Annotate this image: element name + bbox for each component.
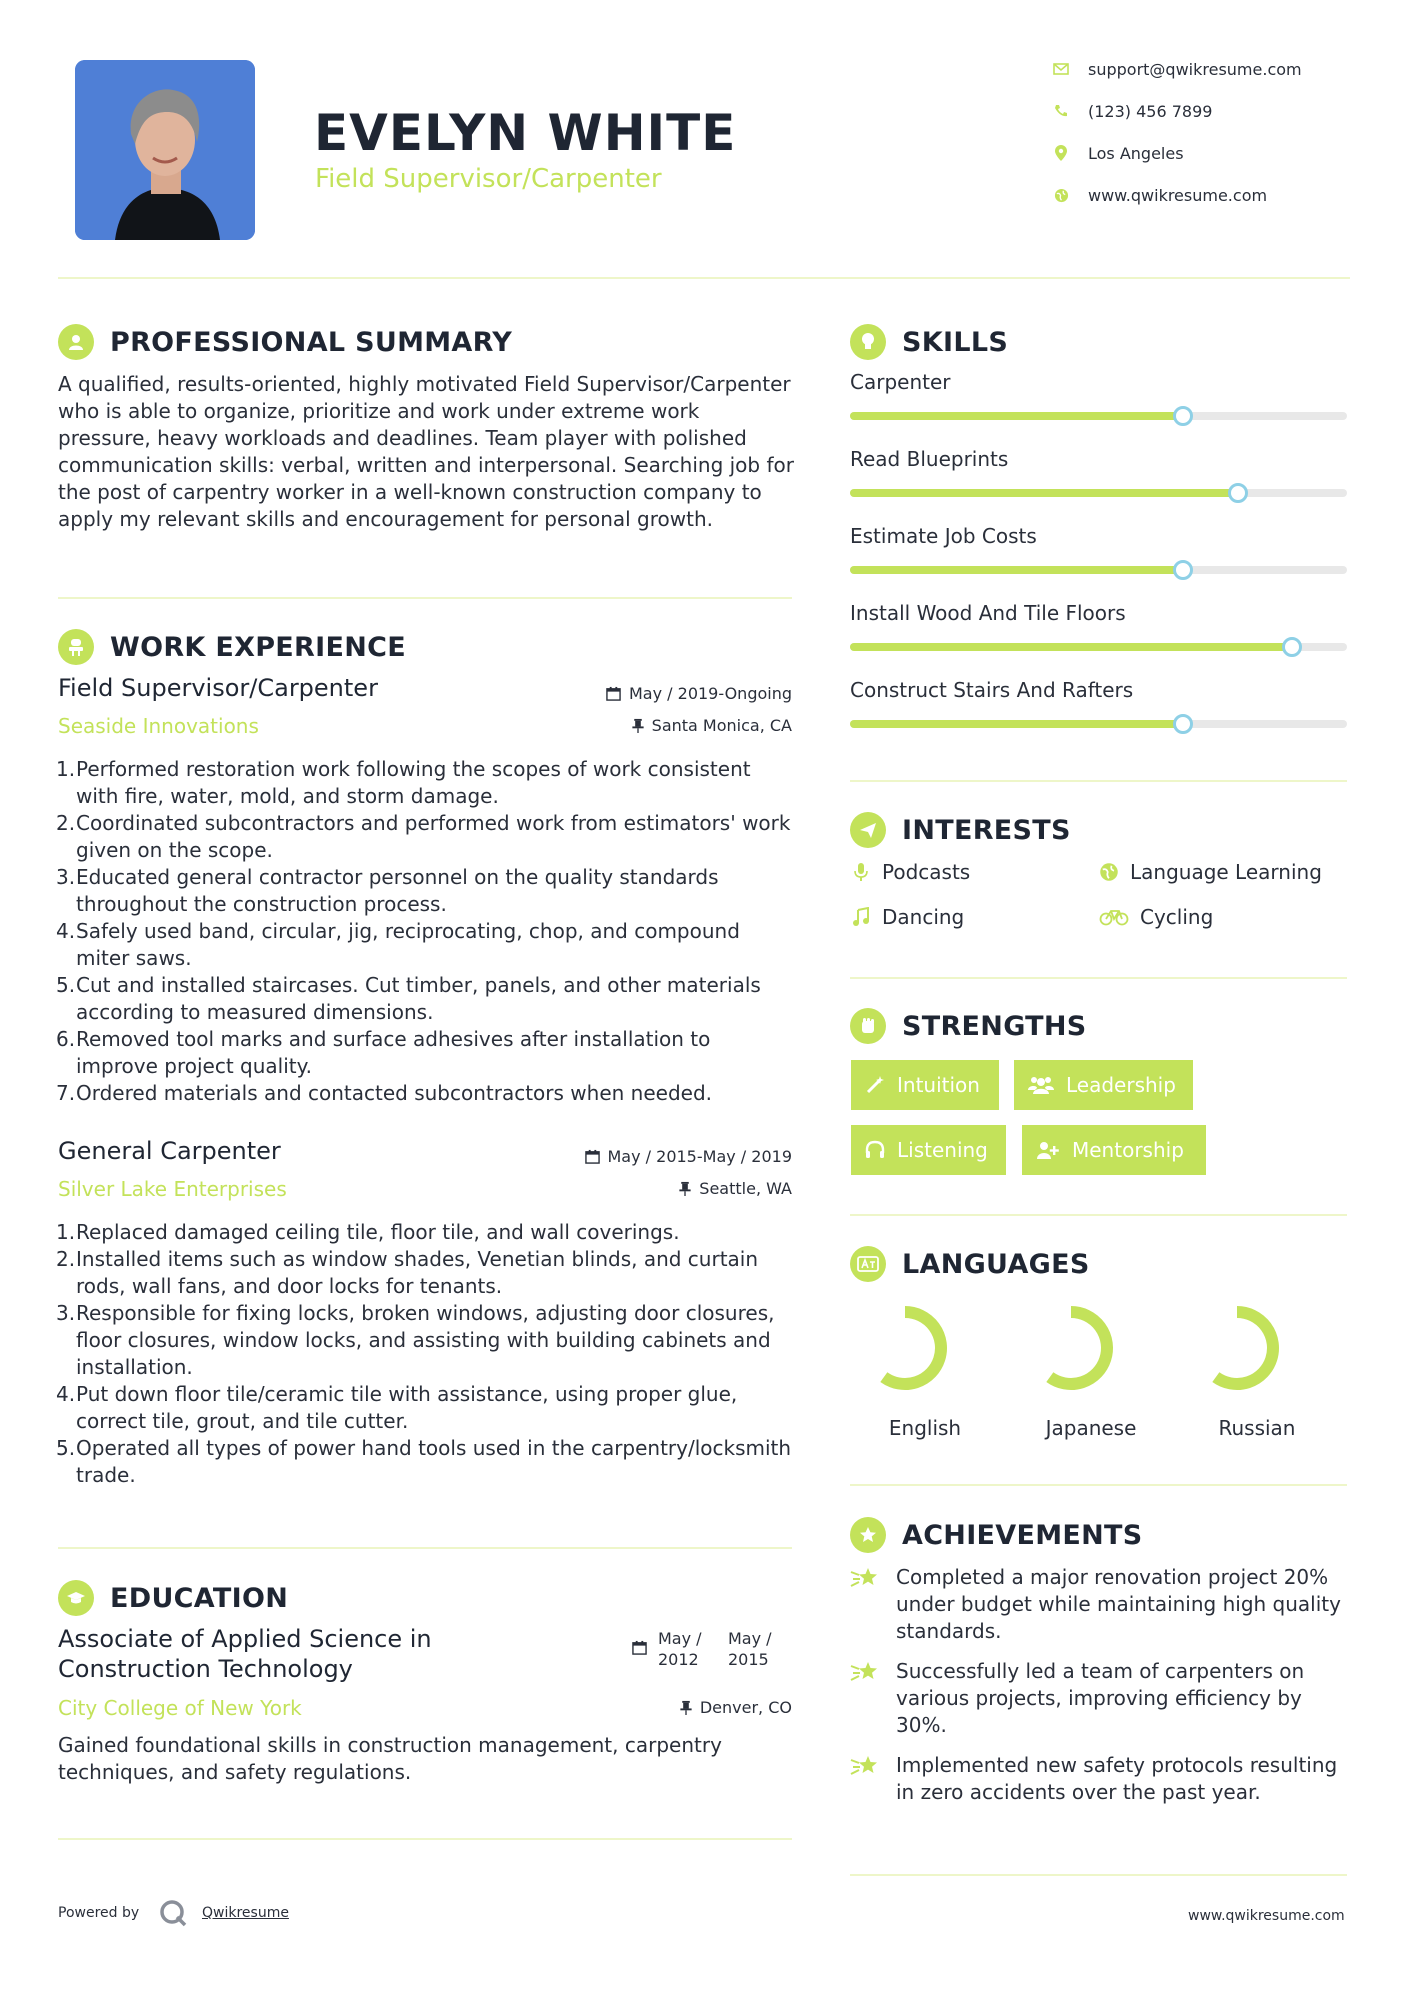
list-item: 4. Put down floor tile/ceramic tile with assistance, using proper glue, correct tile, grout, and tile cutter.: [56, 1382, 738, 1433]
strengths-divider: [850, 1214, 1347, 1216]
list-item: 3. Educated general contractor personnel on the quality standards throughout the construction process.: [56, 865, 719, 916]
skill-bar: [850, 720, 1347, 728]
strength-chip: Intuition: [851, 1060, 999, 1110]
lightbulb-icon: [850, 324, 886, 360]
contact-website-text: www.qwikresume.com: [1088, 185, 1268, 205]
education-title: EDUCATION: [110, 1582, 289, 1614]
skill-bar: [850, 489, 1347, 497]
interests-divider: [850, 977, 1347, 979]
skills-heading: [850, 322, 1008, 362]
skill-label: Construct Stairs And Rafters: [850, 678, 1134, 702]
pushpin-icon: [632, 718, 644, 733]
magic-wand-icon: [865, 1075, 885, 1095]
bicycle-icon: [1098, 908, 1130, 926]
contact-email[interactable]: [1050, 57, 1370, 81]
job-duties: [58, 756, 798, 1107]
summary-text: A qualified, results-oriented, highly motivated Field Supervisor/Carpenter who is able to organize, prioritize and work under extreme work pressure, heavy workloads and deadlines. Team player with polished communication skills: verbal, written and interpersonal. Searching job for the post of carpentry worker in a well-known construction company to apply my relevant skills and encouragement for personal growth.: [58, 372, 794, 531]
pushpin-icon: [680, 1700, 692, 1715]
languages-title: LANGUAGES: [902, 1248, 1090, 1280]
qwikresume-link[interactable]: Qwikresume: [202, 1905, 289, 1921]
skill-bar-knob: [1173, 560, 1193, 580]
skill-label: Estimate Job Costs: [850, 524, 1037, 548]
list-item: 7. Ordered materials and contacted subcontractors when needed.: [56, 1081, 712, 1105]
qwikresume-logo-icon: [158, 1898, 188, 1932]
interest-item: Podcasts: [850, 858, 970, 886]
job-date: [500, 1147, 792, 1166]
education-text: Gained foundational skills in construction management, carpentry techniques, and safety regulations.: [58, 1733, 722, 1784]
achievements-list: [850, 1564, 1347, 1806]
contact-location: [1050, 141, 1370, 165]
language-ring: [1182, 1300, 1332, 1400]
job-duties: [58, 1219, 798, 1489]
list-item: 1. Performed restoration work following the scopes of work consistent with fire, water, mold, and storm damage.: [56, 757, 751, 808]
language-ring: [1016, 1300, 1166, 1400]
strength-chip: Leadership: [1014, 1060, 1193, 1110]
contact-phone[interactable]: [1050, 99, 1370, 123]
headphones-icon: [865, 1140, 885, 1160]
edu-end-date: May / 2015: [728, 1629, 772, 1669]
skill-label: Read Blueprints: [850, 447, 1009, 471]
list-item: 6. Removed tool marks and surface adhesives after installation to improve project quality.: [56, 1027, 711, 1078]
job-company: Seaside Innovations: [58, 714, 259, 738]
achievements-divider: [850, 1874, 1347, 1876]
job-location: [500, 716, 792, 735]
strengths-title: STRENGTHS: [902, 1010, 1087, 1042]
candidate-role: Field Supervisor/Carpenter: [315, 164, 662, 194]
graduation-icon: [58, 1580, 94, 1616]
languages-divider: [850, 1484, 1347, 1486]
location-pin-icon: [1050, 142, 1072, 164]
star-badge-icon: [850, 1517, 886, 1553]
shooting-star-icon: [850, 1752, 884, 1806]
language-item: [850, 1300, 1000, 1440]
calendar-icon: [632, 1640, 647, 1659]
job-location-text: Seattle, WA: [699, 1179, 792, 1198]
edu-location: [500, 1698, 792, 1717]
envelope-icon: [1050, 58, 1072, 80]
music-note-icon: [850, 907, 872, 927]
skill-label: Install Wood And Tile Floors: [850, 601, 1126, 625]
user-plus-icon: [1036, 1140, 1060, 1160]
skill-bar-knob: [1228, 483, 1248, 503]
job-date-text: May / 2019-Ongoing: [629, 684, 792, 703]
skills-list: [850, 370, 1347, 728]
skill-bar-knob: [1282, 637, 1302, 657]
languages-list: [850, 1300, 1347, 1450]
job-date: [500, 684, 792, 703]
skill-bar-knob: [1173, 714, 1193, 734]
interests-title: INTERESTS: [902, 814, 1071, 846]
list-item: 5. Cut and installed staircases. Cut timber, panels, and other materials according to measured dimensions.: [56, 973, 761, 1024]
skill-bar-knob: [1173, 406, 1193, 426]
interest-item: Dancing: [850, 903, 964, 931]
interests-heading: [850, 810, 1071, 850]
language-label: English: [888, 1416, 962, 1440]
education-heading: [58, 1578, 288, 1618]
profile-photo: [75, 60, 255, 240]
strength-chip: Mentorship: [1022, 1125, 1206, 1175]
edu-location-text: Denver, CO: [699, 1698, 792, 1717]
contact-email-text: support@qwikresume.com: [1088, 59, 1302, 79]
languages-heading: [850, 1244, 1090, 1284]
microphone-icon: [850, 862, 872, 882]
summary-title: PROFESSIONAL SUMMARY: [110, 326, 513, 358]
degree-line-2: Construction Technology: [58, 1655, 353, 1683]
shooting-star-icon: [850, 1658, 884, 1739]
language-item: [1182, 1300, 1332, 1440]
edu-start-date: May / 2012: [658, 1629, 702, 1669]
contact-website[interactable]: [1050, 183, 1370, 207]
language-ring-arc: [884, 1312, 941, 1384]
language-ring-arc: [1216, 1312, 1273, 1384]
contact-location-text: Los Angeles: [1088, 143, 1184, 163]
achievements-heading: [850, 1515, 1143, 1555]
list-item: 1. Replaced damaged ceiling tile, floor tile, and wall coverings.: [56, 1220, 680, 1244]
job-title: General Carpenter: [58, 1137, 281, 1165]
paper-plane-icon: [850, 812, 886, 848]
globe-icon: [1050, 184, 1072, 206]
footer-website[interactable]: www.qwikresume.com: [1188, 1908, 1345, 1924]
header-divider: [58, 277, 1350, 279]
degree-line-1: Associate of Applied Science in: [58, 1625, 432, 1653]
language-label: Japanese: [1045, 1416, 1137, 1440]
job-company: Silver Lake Enterprises: [58, 1177, 287, 1201]
contact-phone-text: (123) 456 7899: [1088, 101, 1213, 121]
summary-heading: [58, 322, 512, 362]
language-ring-arc: [1050, 1312, 1107, 1384]
experience-heading: [58, 627, 406, 667]
calendar-icon: [606, 686, 621, 701]
powered-by-label: Powered by: [58, 1905, 140, 1921]
strengths-heading: [850, 1006, 1087, 1046]
phone-icon: [1050, 100, 1072, 122]
job-location-text: Santa Monica, CA: [651, 716, 792, 735]
list-item: 5. Operated all types of power hand tools used in the carpentry/locksmith trade.: [56, 1436, 792, 1487]
achievements-title: ACHIEVEMENTS: [902, 1519, 1143, 1551]
language-ring: [850, 1300, 1000, 1400]
avatar: [75, 60, 255, 240]
education-divider: [58, 1838, 792, 1840]
language-item: [1016, 1300, 1166, 1440]
summary-divider: [58, 597, 792, 599]
skills-divider: [850, 780, 1347, 782]
achievement-item: Successfully led a team of carpenters on various projects, improving efficiency by 30%.: [850, 1658, 1347, 1739]
achievement-item: Completed a major renovation project 20% under budget while maintaining high quality standards.: [850, 1564, 1347, 1645]
job-location: [500, 1179, 792, 1198]
user-icon: [58, 324, 94, 360]
list-item: 3. Responsible for fixing locks, broken windows, adjusting door closures, floor closures, window locks, and assisting with building cabinets and installation.: [56, 1301, 775, 1379]
school-name: City College of New York: [58, 1696, 302, 1720]
achievement-item: Implemented new safety protocols resulting in zero accidents over the past year.: [850, 1752, 1347, 1806]
globe-icon: [1098, 862, 1120, 882]
skill-bar-fill: [850, 489, 1238, 497]
experience-divider: [58, 1547, 792, 1549]
job-title: Field Supervisor/Carpenter: [58, 674, 378, 702]
fist-icon: [850, 1008, 886, 1044]
job-date-text: May / 2015-May / 2019: [607, 1147, 792, 1166]
skill-bar-fill: [850, 720, 1183, 728]
skill-bar-fill: [850, 566, 1183, 574]
shooting-star-icon: [850, 1564, 884, 1645]
skill-bar-fill: [850, 412, 1183, 420]
candidate-name: EVELYN WHITE: [314, 104, 737, 162]
experience-title: WORK EXPERIENCE: [110, 631, 406, 663]
list-item: 2. Installed items such as window shades, Venetian blinds, and curtain rods, wall fans, and door locks for tenants.: [56, 1247, 759, 1298]
interest-item: Language Learning: [1098, 858, 1322, 886]
interest-item: Cycling: [1098, 903, 1213, 931]
language-icon: [850, 1246, 886, 1282]
skills-title: SKILLS: [902, 326, 1009, 358]
pushpin-icon: [679, 1181, 691, 1196]
list-item: 4. Safely used band, circular, jig, reciprocating, chop, and compound miter saws.: [56, 919, 740, 970]
skill-bar: [850, 412, 1347, 420]
skill-bar: [850, 643, 1347, 651]
language-label: Russian: [1218, 1416, 1296, 1440]
skill-bar-fill: [850, 643, 1292, 651]
skill-bar: [850, 566, 1347, 574]
strength-chip: Listening: [851, 1125, 1006, 1175]
briefcase-icon: [58, 629, 94, 665]
users-icon: [1028, 1075, 1054, 1095]
list-item: 2. Coordinated subcontractors and performed work from estimators' work given on the scope.: [56, 811, 791, 862]
calendar-icon: [585, 1149, 600, 1164]
skill-label: Carpenter: [850, 370, 951, 394]
